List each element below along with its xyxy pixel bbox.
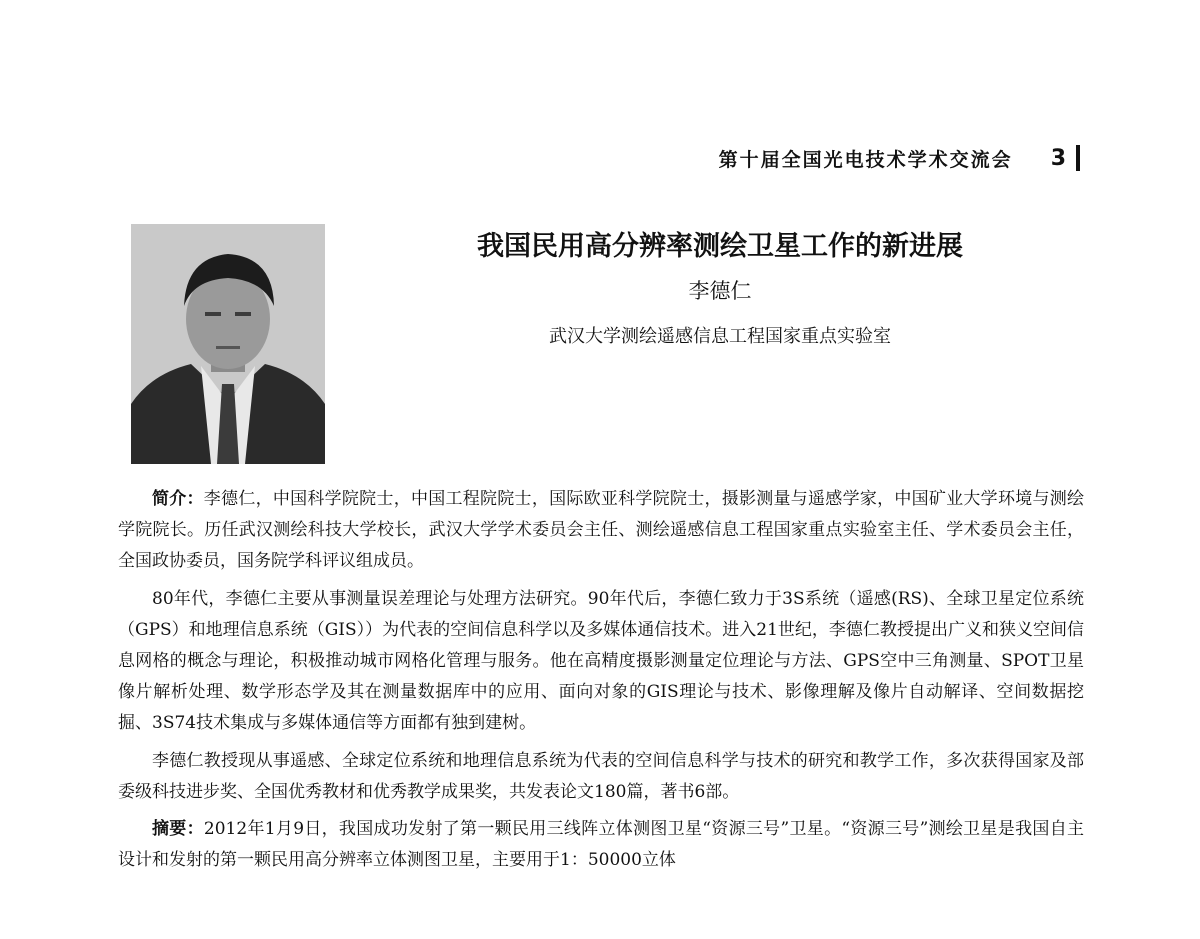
body-text (118, 484, 1084, 882)
page-number: 3 (1050, 145, 1066, 171)
abstract-paragraph (118, 814, 1084, 876)
body-paragraph-1: 80年代，李德仁主要从事测量误差理论与处理方法研究。90年代后，李德仁致力于3S系统（遥感(RS)、全球卫星定位系统（GPS）和地理信息系统（GIS））为代表的空间信息科学以及多媒体通信技术。进入21世纪，李德仁教授提出广义和狭义空间信息网格的概念与理论，积极推动城市网格化管理与服务。他在高精度摄影测量定位理论与方法、GPS空中三角测量、SPOT卫星像片解析处理、数学形态学及其在测量数据库中的应用、面向对象的GIS理论与技术、影像理解及像片自动解译、空间数据挖掘、3S74技术集成与多媒体通信等方面都有独到建树。 (118, 588, 1084, 734)
author-name: 李德仁 (688, 279, 752, 303)
running-header (600, 140, 1080, 176)
bio-paragraph (118, 484, 1084, 578)
bio-label: 简介： (152, 489, 204, 509)
abstract-text: 2012年1月9日，我国成功发射了第一颗民用三线阵立体测图卫星“资源三号”卫星。“资源三号”测绘卫星是我国自主设计和发射的第一颗民用高分辨率立体测图卫星，主要用于1：50000立体 (118, 819, 1084, 871)
body-paragraph-2: 李德仁教授现从事遥感、全球定位系统和地理信息系统为代表的空间信息科学与技术的研究和教学工作，多次获得国家及部委级科技进步奖、全国优秀教材和优秀教学成果奖，共发表论文180篇，著书6部。 (118, 750, 1084, 802)
author-portrait (131, 224, 325, 464)
author-affiliation: 武汉大学测绘遥感信息工程国家重点实验室 (549, 326, 891, 347)
bio-text: 李德仁，中国科学院院士，中国工程院院士，国际欧亚科学院院士，摄影测量与遥感学家，中国矿业大学环境与测绘学院院长。历任武汉测绘科技大学校长，武汉大学学术委员会主任、测绘遥感信息工程国家重点实验室主任、学术委员会主任，全国政协委员，国务院学科评议组成员。 (118, 489, 1085, 572)
header-divider (1076, 145, 1080, 171)
portrait-image (131, 224, 325, 464)
title-block (340, 226, 1100, 352)
article-title: 我国民用高分辨率测绘卫星工作的新进展 (477, 231, 963, 262)
abstract-label: 摘要： (152, 819, 204, 840)
conference-title: 第十届全国光电技术学术交流会 (718, 148, 1013, 171)
